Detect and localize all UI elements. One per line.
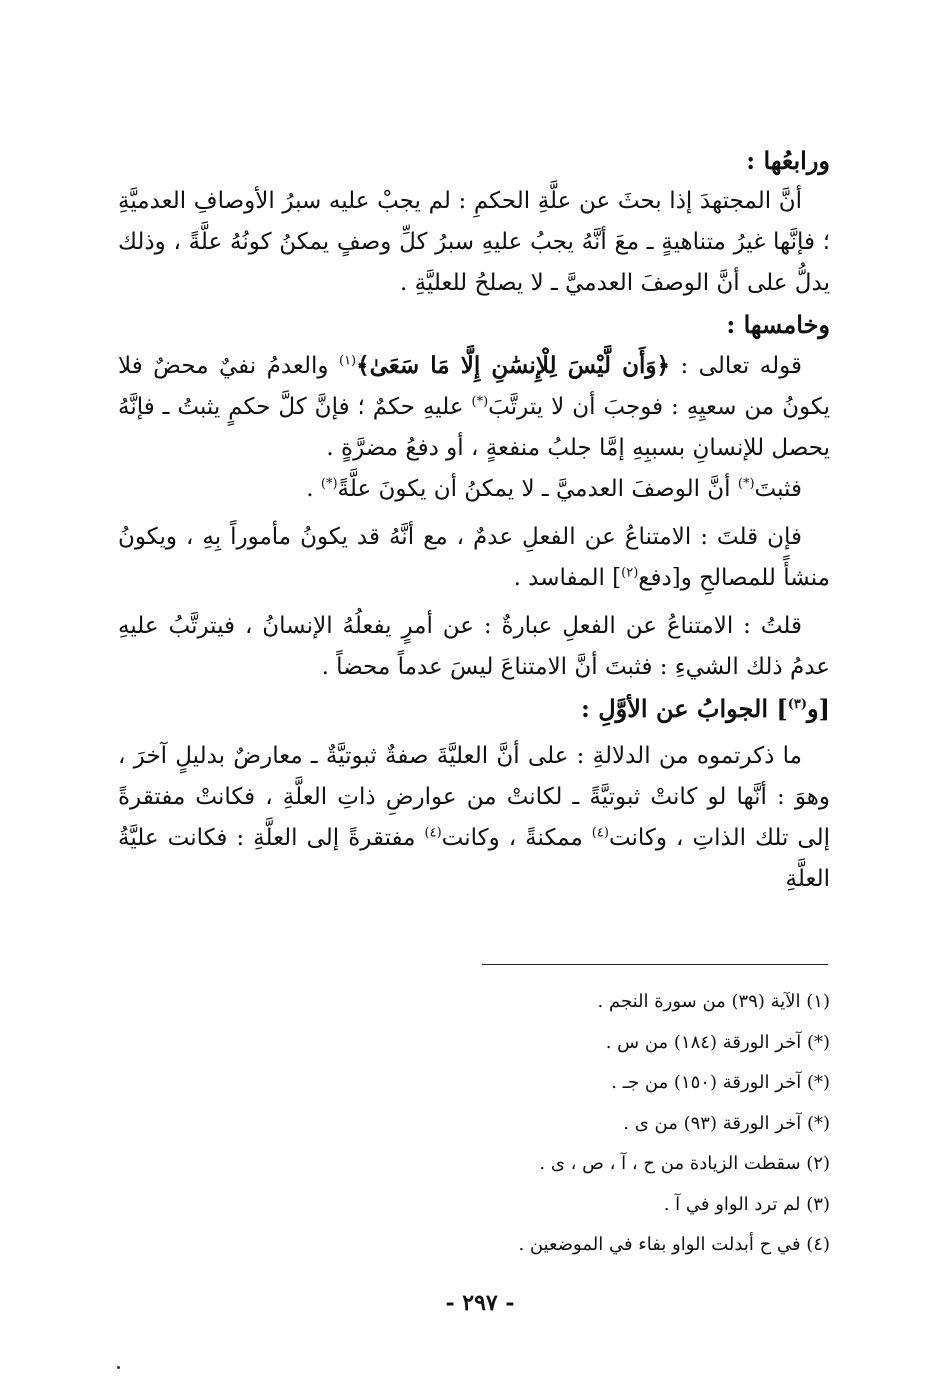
text-span: عليهِ حكمٌ ؛ فإنَّ كلَّ حكمٍ يثبتُ ـ فإنَّهُ يحصل للإنسانِ بسببِهِ إمَّا جلبُ منفعةٍ ، أو دفعُ مضرَّةٍ .: [118, 394, 830, 461]
main-text: [118, 140, 830, 900]
footnote-item: (١) الآية (٣٩) من سورة النجم .: [597, 991, 830, 1012]
footnote-item: (*) آخر الورقة (١٨٤) من س .: [605, 1031, 830, 1053]
footnote-item: (٢) سقطت الزيادة من ح ، آ ، ص ، ى .: [539, 1153, 830, 1174]
quran-verse: ﴿وَأَن لَّيْسَ لِلْإِنسَٰنِ إِلَّا مَا سَعَىٰ﴾: [356, 352, 670, 379]
footnote-item: (*) آخر الورقة (٩٣) من ى .: [623, 1112, 830, 1134]
paragraph-conclusion: [118, 469, 830, 510]
footnote-item: (٤) في ح أبدلت الواو بفاء في الموضعين .: [518, 1234, 830, 1255]
footnote-ref: (١): [338, 353, 357, 369]
text-span: ] المفاسد .: [513, 565, 622, 591]
text-span: ] الجوابُ عن الأوَّلِ :: [581, 694, 788, 723]
heading-fourth: ورابعُها :: [746, 146, 830, 175]
footnote-ref: (*): [737, 476, 755, 492]
text-span: [و: [807, 694, 830, 723]
footnote-ref: (*): [320, 476, 338, 492]
paragraph-fourth: أنَّ المجتهدَ إذا بحثَ عن علَّةِ الحكمِ : لم يجبْ عليه سبرُ الأوصافِ العدميَّةِ ؛ فإنَّها غيرُ متناهيةٍ ـ معَ أنَّهُ يجبُ عليهِ سبرُ كلِّ وصفٍ يمكنُ كونُهُ علَّةً ، وذلك يدلُّ على أنَّ الوصفَ العدميَّ ـ لا يصلحُ للعليَّةِ .: [118, 188, 830, 296]
text-span: ما ذكرتموه من الدلالةِ : على أنَّ العليَّةَ صفةٌ ثبوتيَّةٌ ـ معارضٌ بدليلٍ آخرَ ، وهوَ : أنَّها لو كانتْ ثبوتيَّةً ـ لكانتْ من عوارضِ ذاتِ العلَّةِ ، فكانتْ مفتقرةً إلى تلك الذاتِ ، وكانت: [118, 743, 831, 851]
footnote-divider: [482, 964, 828, 965]
text-span: أنَّ الوصفَ العدميَّ ـ لا يمكنُ أن يكونَ علَّةً: [337, 476, 738, 502]
footnotes: [300, 982, 830, 1266]
footnote-ref: (*): [471, 394, 489, 410]
footnote-ref: (٤): [424, 825, 442, 841]
paragraph-fifth: [118, 345, 830, 469]
text-span: فإن قلتَ : الامتناعُ عن الفعلِ عدمٌ ، مع أنَّهُ قد يكونُ مأموراً بِهِ ، ويكونُ منشأً للمصالحِ و[دفع: [118, 524, 830, 591]
footnote-ref: (٢): [621, 565, 639, 581]
heading-fifth: وخامسها :: [726, 310, 830, 339]
scan-speck: [117, 1366, 120, 1369]
text-span: .: [306, 476, 321, 502]
paragraph-answer: [118, 736, 830, 900]
page-number: - ٢٩٧ -: [445, 1290, 515, 1316]
text-span: فثبتَ: [754, 476, 802, 502]
footnote-ref: (٤): [591, 825, 609, 841]
paragraph-objection: [118, 517, 830, 599]
footnote-ref: (٣): [787, 697, 808, 712]
footnote-item: (٣) لم ترد الواو في آ .: [663, 1193, 830, 1215]
heading-answer-first: [118, 688, 830, 729]
text-span: والعدمُ نفيٌ محضٌ فلا يكونُ من سعيِهِ : فوجبَ أن لا يترتَّبَ: [118, 353, 830, 420]
paragraph-reply: قلتُ : الامتناعُ عن الفعلِ عبارةٌ : عن أمرٍ يفعلُهُ الإنسانُ ، فيترتَّبُ عليهِ عدمُ ذلك الشيءِ : فثبتَ أنَّ الامتناعَ ليسَ عدماً محضاً .: [118, 613, 830, 680]
text-span: ممكنةً ، وكانت: [441, 825, 592, 851]
footnote-item: (*) آخر الورقة (١٥٠) من جـ .: [611, 1072, 830, 1093]
text-span: قوله تعالى :: [670, 353, 802, 379]
text-span: مفتقرةً إلى العلَّةِ : فكانت عليَّةُ العلَّةِ: [118, 825, 830, 892]
